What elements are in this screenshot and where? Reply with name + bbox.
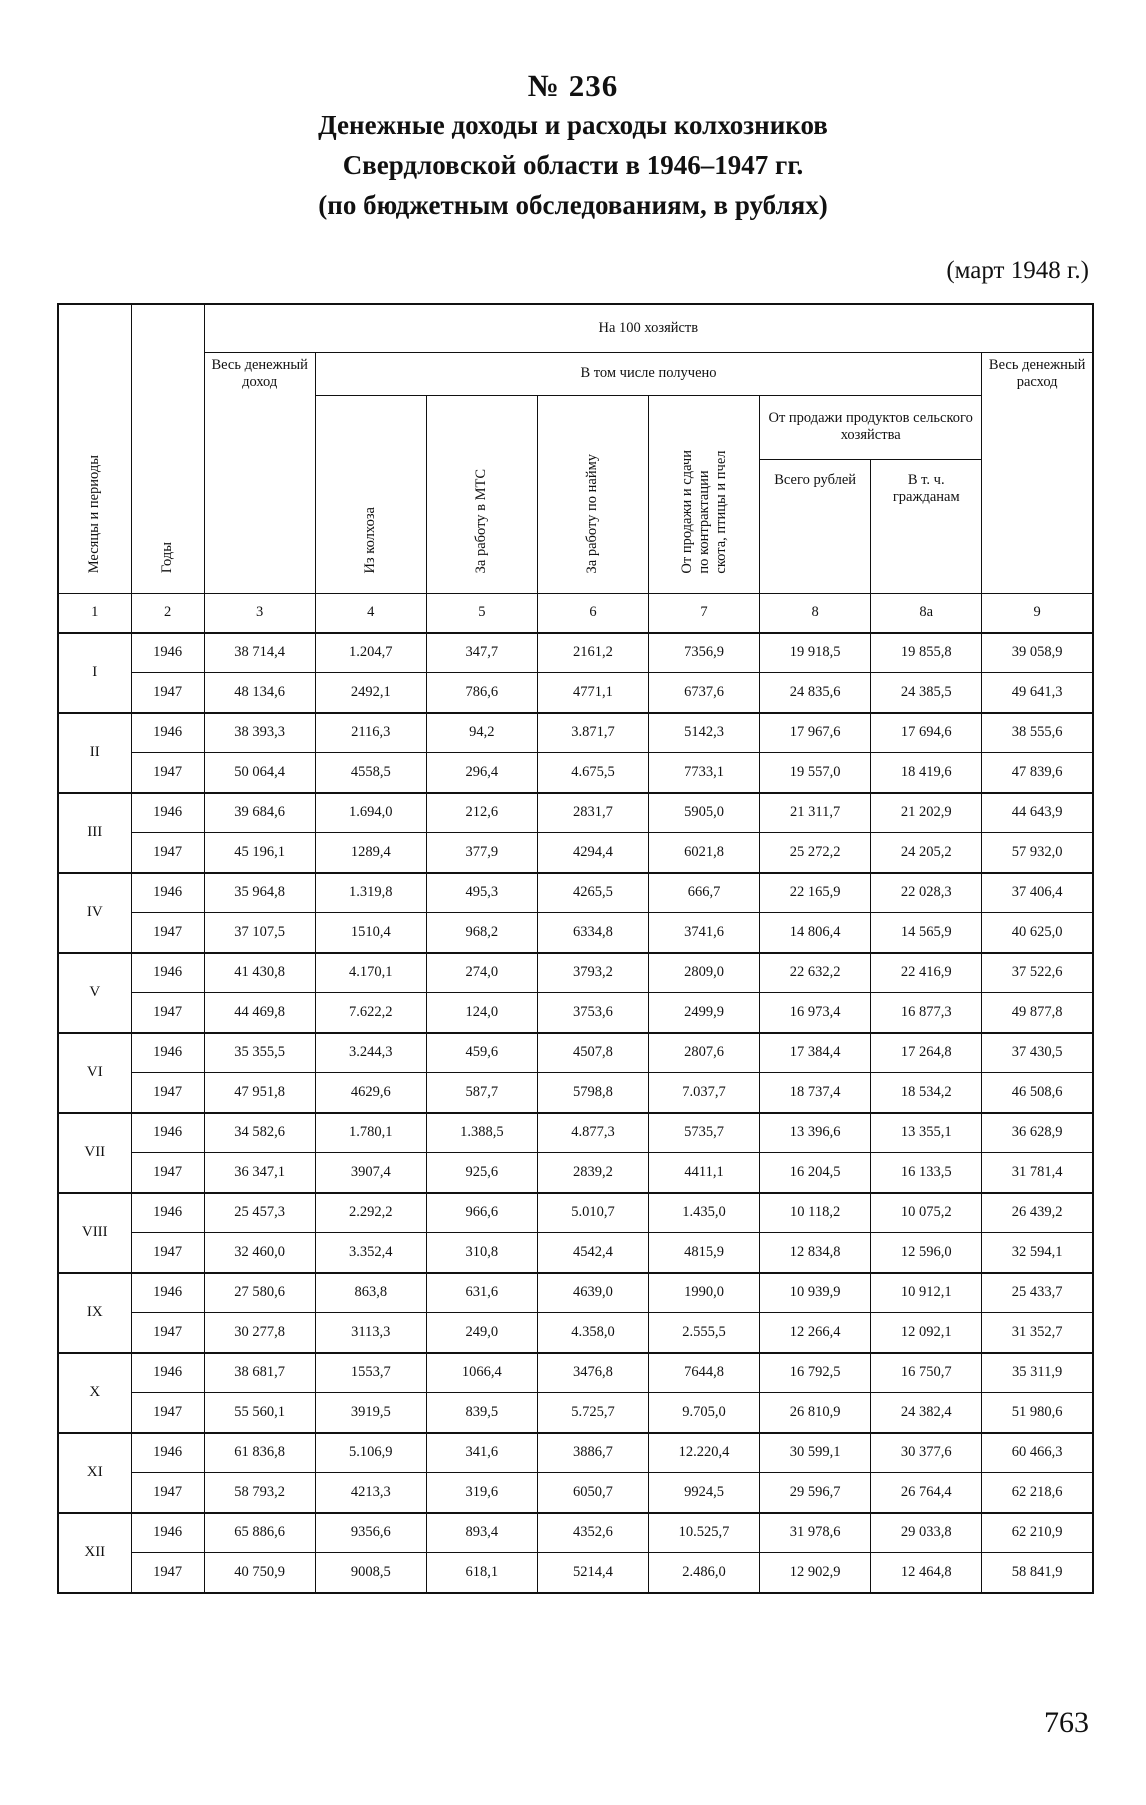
table-row <box>58 873 1093 913</box>
value-cell: 17 694,6 <box>871 713 982 753</box>
value-cell: 3741,6 <box>649 913 760 953</box>
value-cell: 31 781,4 <box>982 1153 1093 1193</box>
table-row <box>58 1553 1093 1593</box>
value-cell: 212,6 <box>426 793 537 833</box>
header-contract-line3: скота, птицы и пчел <box>712 450 729 574</box>
value-cell: 7733,1 <box>649 753 760 793</box>
value-cell: 966,6 <box>426 1193 537 1233</box>
table-row <box>58 953 1093 993</box>
column-number: 7 <box>649 593 760 633</box>
column-number: 3 <box>204 593 315 633</box>
value-cell: 4294,4 <box>537 833 648 873</box>
header-months <box>58 304 131 593</box>
value-cell: 37 430,5 <box>982 1033 1093 1073</box>
table-row <box>58 833 1093 873</box>
value-cell: 62 218,6 <box>982 1473 1093 1513</box>
header-contract-line2: по контрактации <box>695 470 712 574</box>
value-cell: 40 750,9 <box>204 1553 315 1593</box>
month-cell: V <box>58 953 131 1033</box>
value-cell: 5735,7 <box>649 1113 760 1153</box>
table-row <box>58 1473 1093 1513</box>
title-line-2: Свердловской области в 1946–1947 гг. <box>342 150 804 180</box>
value-cell: 377,9 <box>426 833 537 873</box>
value-cell: 4542,4 <box>537 1233 648 1273</box>
value-cell: 22 165,9 <box>760 873 871 913</box>
column-number: 2 <box>131 593 204 633</box>
value-cell: 36 347,1 <box>204 1153 315 1193</box>
table-row <box>58 1033 1093 1073</box>
header-months-label: Месяцы и периоды <box>86 455 103 574</box>
value-cell: 1.319,8 <box>315 873 426 913</box>
value-cell: 5798,8 <box>537 1073 648 1113</box>
value-cell: 14 565,9 <box>871 913 982 953</box>
value-cell: 1.694,0 <box>315 793 426 833</box>
value-cell: 61 836,8 <box>204 1433 315 1473</box>
header-to-citizens: В т. ч. гражданам <box>871 459 982 593</box>
header-years <box>131 304 204 593</box>
income-expense-table <box>57 303 1094 1594</box>
value-cell: 5905,0 <box>649 793 760 833</box>
value-cell: 6334,8 <box>537 913 648 953</box>
value-cell: 27 580,6 <box>204 1273 315 1313</box>
value-cell: 10 939,9 <box>760 1273 871 1313</box>
value-cell: 18 419,6 <box>871 753 982 793</box>
table-body <box>58 633 1093 1593</box>
table-row <box>58 633 1093 673</box>
value-cell: 16 204,5 <box>760 1153 871 1193</box>
value-cell: 310,8 <box>426 1233 537 1273</box>
value-cell: 10 118,2 <box>760 1193 871 1233</box>
value-cell: 58 841,9 <box>982 1553 1093 1593</box>
title-line-3: (по бюджетным обследованиям, в рублях) <box>318 190 828 220</box>
value-cell: 587,7 <box>426 1073 537 1113</box>
value-cell: 4.675,5 <box>537 753 648 793</box>
value-cell: 17 384,4 <box>760 1033 871 1073</box>
month-cell: VI <box>58 1033 131 1113</box>
value-cell: 21 311,7 <box>760 793 871 833</box>
column-number: 8 <box>760 593 871 633</box>
table-row <box>58 1313 1093 1353</box>
value-cell: 6021,8 <box>649 833 760 873</box>
page-number: 763 <box>1044 1706 1089 1739</box>
value-cell: 24 385,5 <box>871 673 982 713</box>
value-cell: 4558,5 <box>315 753 426 793</box>
value-cell: 24 382,4 <box>871 1393 982 1433</box>
value-cell: 12 092,1 <box>871 1313 982 1353</box>
value-cell: 319,6 <box>426 1473 537 1513</box>
value-cell: 1.435,0 <box>649 1193 760 1233</box>
value-cell: 47 839,6 <box>982 753 1093 793</box>
value-cell: 94,2 <box>426 713 537 753</box>
value-cell: 49 877,8 <box>982 993 1093 1033</box>
value-cell: 3753,6 <box>537 993 648 1033</box>
year-cell: 1947 <box>131 1393 204 1433</box>
year-cell: 1946 <box>131 1033 204 1073</box>
value-cell: 1510,4 <box>315 913 426 953</box>
value-cell: 4.358,0 <box>537 1313 648 1353</box>
year-cell: 1947 <box>131 1313 204 1353</box>
value-cell: 47 951,8 <box>204 1073 315 1113</box>
value-cell: 863,8 <box>315 1273 426 1313</box>
value-cell: 57 932,0 <box>982 833 1093 873</box>
value-cell: 37 522,6 <box>982 953 1093 993</box>
column-number: 9 <box>982 593 1093 633</box>
table-row <box>58 753 1093 793</box>
table-row <box>58 1433 1093 1473</box>
value-cell: 38 681,7 <box>204 1353 315 1393</box>
value-cell: 62 210,9 <box>982 1513 1093 1553</box>
value-cell: 1.388,5 <box>426 1113 537 1153</box>
value-cell: 25 457,3 <box>204 1193 315 1233</box>
document-date: (март 1948 г.) <box>946 257 1089 284</box>
value-cell: 274,0 <box>426 953 537 993</box>
table-row <box>58 1113 1093 1153</box>
document-number: № 236 <box>527 68 619 103</box>
title-line-1: Денежные доходы и расходы колхозников <box>318 110 828 140</box>
year-cell: 1946 <box>131 1193 204 1233</box>
header-mts <box>426 395 537 593</box>
year-cell: 1947 <box>131 1233 204 1273</box>
value-cell: 5.725,7 <box>537 1393 648 1433</box>
year-cell: 1947 <box>131 913 204 953</box>
value-cell: 3907,4 <box>315 1153 426 1193</box>
value-cell: 21 202,9 <box>871 793 982 833</box>
value-cell: 38 555,6 <box>982 713 1093 753</box>
header-years-label: Годы <box>159 542 176 574</box>
month-cell: II <box>58 713 131 793</box>
value-cell: 29 596,7 <box>760 1473 871 1513</box>
value-cell: 16 973,4 <box>760 993 871 1033</box>
value-cell: 58 793,2 <box>204 1473 315 1513</box>
value-cell: 50 064,4 <box>204 753 315 793</box>
value-cell: 341,6 <box>426 1433 537 1473</box>
value-cell: 3919,5 <box>315 1393 426 1433</box>
value-cell: 4771,1 <box>537 673 648 713</box>
value-cell: 12 596,0 <box>871 1233 982 1273</box>
value-cell: 4639,0 <box>537 1273 648 1313</box>
table-row <box>58 1233 1093 1273</box>
value-cell: 7644,8 <box>649 1353 760 1393</box>
column-number: 5 <box>426 593 537 633</box>
value-cell: 631,6 <box>426 1273 537 1313</box>
value-cell: 49 641,3 <box>982 673 1093 713</box>
value-cell: 44 469,8 <box>204 993 315 1033</box>
value-cell: 25 272,2 <box>760 833 871 873</box>
value-cell: 44 643,9 <box>982 793 1093 833</box>
value-cell: 495,3 <box>426 873 537 913</box>
year-cell: 1946 <box>131 873 204 913</box>
year-cell: 1947 <box>131 1473 204 1513</box>
value-cell: 666,7 <box>649 873 760 913</box>
value-cell: 45 196,1 <box>204 833 315 873</box>
value-cell: 40 625,0 <box>982 913 1093 953</box>
year-cell: 1946 <box>131 1273 204 1313</box>
year-cell: 1946 <box>131 1113 204 1153</box>
header-total-expense: Весь денежный расход <box>982 352 1093 593</box>
year-cell: 1947 <box>131 1153 204 1193</box>
month-cell: VIII <box>58 1193 131 1273</box>
value-cell: 30 377,6 <box>871 1433 982 1473</box>
value-cell: 2839,2 <box>537 1153 648 1193</box>
value-cell: 19 918,5 <box>760 633 871 673</box>
year-cell: 1946 <box>131 1353 204 1393</box>
value-cell: 618,1 <box>426 1553 537 1593</box>
value-cell: 17 967,6 <box>760 713 871 753</box>
value-cell: 16 877,3 <box>871 993 982 1033</box>
header-contract-label <box>679 450 730 574</box>
year-cell: 1947 <box>131 833 204 873</box>
value-cell: 6050,7 <box>537 1473 648 1513</box>
value-cell: 32 460,0 <box>204 1233 315 1273</box>
value-cell: 249,0 <box>426 1313 537 1353</box>
value-cell: 9924,5 <box>649 1473 760 1513</box>
value-cell: 1.780,1 <box>315 1113 426 1153</box>
value-cell: 5.106,9 <box>315 1433 426 1473</box>
value-cell: 38 393,3 <box>204 713 315 753</box>
year-cell: 1946 <box>131 633 204 673</box>
value-cell: 36 628,9 <box>982 1113 1093 1153</box>
table-row <box>58 713 1093 753</box>
value-cell: 4213,3 <box>315 1473 426 1513</box>
year-cell: 1947 <box>131 993 204 1033</box>
value-cell: 10 075,2 <box>871 1193 982 1233</box>
value-cell: 1.204,7 <box>315 633 426 673</box>
value-cell: 7356,9 <box>649 633 760 673</box>
month-cell: IX <box>58 1273 131 1353</box>
value-cell: 24 835,6 <box>760 673 871 713</box>
value-cell: 2.555,5 <box>649 1313 760 1353</box>
value-cell: 26 439,2 <box>982 1193 1093 1233</box>
value-cell: 26 764,4 <box>871 1473 982 1513</box>
value-cell: 4.170,1 <box>315 953 426 993</box>
value-cell: 347,7 <box>426 633 537 673</box>
month-cell: III <box>58 793 131 873</box>
value-cell: 2116,3 <box>315 713 426 753</box>
table-row <box>58 993 1093 1033</box>
value-cell: 14 806,4 <box>760 913 871 953</box>
value-cell: 39 058,9 <box>982 633 1093 673</box>
value-cell: 12.220,4 <box>649 1433 760 1473</box>
value-cell: 12 464,8 <box>871 1553 982 1593</box>
value-cell: 7.037,7 <box>649 1073 760 1113</box>
value-cell: 18 534,2 <box>871 1073 982 1113</box>
table-row <box>58 673 1093 713</box>
value-cell: 5142,3 <box>649 713 760 753</box>
value-cell: 16 792,5 <box>760 1353 871 1393</box>
value-cell: 2492,1 <box>315 673 426 713</box>
header-total-rub: Всего рублей <box>760 459 871 593</box>
month-cell: IV <box>58 873 131 953</box>
value-cell: 65 886,6 <box>204 1513 315 1553</box>
header-hire-label: За работу по найму <box>584 454 601 574</box>
year-cell: 1947 <box>131 753 204 793</box>
month-cell: VII <box>58 1113 131 1193</box>
month-cell: X <box>58 1353 131 1433</box>
table-row <box>58 1073 1093 1113</box>
value-cell: 30 277,8 <box>204 1313 315 1353</box>
value-cell: 3793,2 <box>537 953 648 993</box>
value-cell: 3476,8 <box>537 1353 648 1393</box>
value-cell: 1289,4 <box>315 833 426 873</box>
value-cell: 38 714,4 <box>204 633 315 673</box>
value-cell: 4629,6 <box>315 1073 426 1113</box>
header-hire <box>537 395 648 593</box>
year-cell: 1947 <box>131 1553 204 1593</box>
header-contract-line1: От продажи и сдачи <box>678 449 695 574</box>
value-cell: 35 311,9 <box>982 1353 1093 1393</box>
value-cell: 6737,6 <box>649 673 760 713</box>
column-numbers <box>58 593 1093 633</box>
value-cell: 5.010,7 <box>537 1193 648 1233</box>
value-cell: 459,6 <box>426 1033 537 1073</box>
value-cell: 13 355,1 <box>871 1113 982 1153</box>
value-cell: 925,6 <box>426 1153 537 1193</box>
column-number-row <box>58 593 1093 633</box>
table-row <box>58 913 1093 953</box>
value-cell: 4.877,3 <box>537 1113 648 1153</box>
value-cell: 19 855,8 <box>871 633 982 673</box>
value-cell: 7.622,2 <box>315 993 426 1033</box>
value-cell: 2.486,0 <box>649 1553 760 1593</box>
value-cell: 24 205,2 <box>871 833 982 873</box>
value-cell: 2807,6 <box>649 1033 760 1073</box>
value-cell: 2499,9 <box>649 993 760 1033</box>
value-cell: 124,0 <box>426 993 537 1033</box>
year-cell: 1946 <box>131 1433 204 1473</box>
header-from-kolkhoz <box>315 395 426 593</box>
value-cell: 31 978,6 <box>760 1513 871 1553</box>
value-cell: 2809,0 <box>649 953 760 993</box>
value-cell: 12 834,8 <box>760 1233 871 1273</box>
month-cell: I <box>58 633 131 713</box>
value-cell: 893,4 <box>426 1513 537 1553</box>
table-row <box>58 793 1093 833</box>
header-from-kolkhoz-label: Из колхоза <box>362 506 379 574</box>
value-cell: 9356,6 <box>315 1513 426 1553</box>
value-cell: 17 264,8 <box>871 1033 982 1073</box>
value-cell: 13 396,6 <box>760 1113 871 1153</box>
value-cell: 51 980,6 <box>982 1393 1093 1433</box>
year-cell: 1946 <box>131 793 204 833</box>
value-cell: 1990,0 <box>649 1273 760 1313</box>
value-cell: 10 912,1 <box>871 1273 982 1313</box>
year-cell: 1946 <box>131 1513 204 1553</box>
value-cell: 55 560,1 <box>204 1393 315 1433</box>
value-cell: 839,5 <box>426 1393 537 1433</box>
value-cell: 12 902,9 <box>760 1553 871 1593</box>
value-cell: 16 133,5 <box>871 1153 982 1193</box>
value-cell: 19 557,0 <box>760 753 871 793</box>
value-cell: 31 352,7 <box>982 1313 1093 1353</box>
year-cell: 1947 <box>131 1073 204 1113</box>
value-cell: 2831,7 <box>537 793 648 833</box>
year-cell: 1947 <box>131 673 204 713</box>
table-row <box>58 1273 1093 1313</box>
value-cell: 3113,3 <box>315 1313 426 1353</box>
table-row <box>58 1353 1093 1393</box>
table-row <box>58 1393 1093 1433</box>
value-cell: 3886,7 <box>537 1433 648 1473</box>
value-cell: 46 508,6 <box>982 1073 1093 1113</box>
value-cell: 35 964,8 <box>204 873 315 913</box>
value-cell: 2161,2 <box>537 633 648 673</box>
value-cell: 18 737,4 <box>760 1073 871 1113</box>
table-row <box>58 1153 1093 1193</box>
value-cell: 786,6 <box>426 673 537 713</box>
column-number: 6 <box>537 593 648 633</box>
column-number: 4 <box>315 593 426 633</box>
value-cell: 968,2 <box>426 913 537 953</box>
value-cell: 26 810,9 <box>760 1393 871 1433</box>
value-cell: 22 416,9 <box>871 953 982 993</box>
column-number: 1 <box>58 593 131 633</box>
value-cell: 60 466,3 <box>982 1433 1093 1473</box>
header-incl-received: В том числе получено <box>315 352 982 395</box>
value-cell: 296,4 <box>426 753 537 793</box>
value-cell: 4265,5 <box>537 873 648 913</box>
value-cell: 32 594,1 <box>982 1233 1093 1273</box>
value-cell: 3.244,3 <box>315 1033 426 1073</box>
value-cell: 4815,9 <box>649 1233 760 1273</box>
header-per-100: На 100 хозяйств <box>204 304 1093 352</box>
month-cell: XI <box>58 1433 131 1513</box>
header-total-income: Весь денежный доход <box>204 352 315 593</box>
column-number: 8а <box>871 593 982 633</box>
table-header <box>58 304 1093 593</box>
value-cell: 29 033,8 <box>871 1513 982 1553</box>
value-cell: 4352,6 <box>537 1513 648 1553</box>
value-cell: 3.352,4 <box>315 1233 426 1273</box>
value-cell: 4411,1 <box>649 1153 760 1193</box>
value-cell: 12 266,4 <box>760 1313 871 1353</box>
value-cell: 5214,4 <box>537 1553 648 1593</box>
value-cell: 4507,8 <box>537 1033 648 1073</box>
month-cell: XII <box>58 1513 131 1593</box>
value-cell: 3.871,7 <box>537 713 648 753</box>
year-cell: 1946 <box>131 953 204 993</box>
table-row <box>58 1193 1093 1233</box>
value-cell: 30 599,1 <box>760 1433 871 1473</box>
value-cell: 1553,7 <box>315 1353 426 1393</box>
value-cell: 22 632,2 <box>760 953 871 993</box>
value-cell: 10.525,7 <box>649 1513 760 1553</box>
value-cell: 9.705,0 <box>649 1393 760 1433</box>
header-agri-sales: От продажи продуктов сельского хозяйства <box>760 395 982 459</box>
value-cell: 16 750,7 <box>871 1353 982 1393</box>
year-cell: 1946 <box>131 713 204 753</box>
value-cell: 41 430,8 <box>204 953 315 993</box>
value-cell: 34 582,6 <box>204 1113 315 1153</box>
value-cell: 37 107,5 <box>204 913 315 953</box>
value-cell: 48 134,6 <box>204 673 315 713</box>
header-contract <box>649 395 760 593</box>
header-mts-label: За работу в МТС <box>473 469 490 574</box>
value-cell: 37 406,4 <box>982 873 1093 913</box>
value-cell: 25 433,7 <box>982 1273 1093 1313</box>
value-cell: 9008,5 <box>315 1553 426 1593</box>
value-cell: 1066,4 <box>426 1353 537 1393</box>
value-cell: 2.292,2 <box>315 1193 426 1233</box>
value-cell: 35 355,5 <box>204 1033 315 1073</box>
value-cell: 39 684,6 <box>204 793 315 833</box>
value-cell: 22 028,3 <box>871 873 982 913</box>
table-row <box>58 1513 1093 1553</box>
